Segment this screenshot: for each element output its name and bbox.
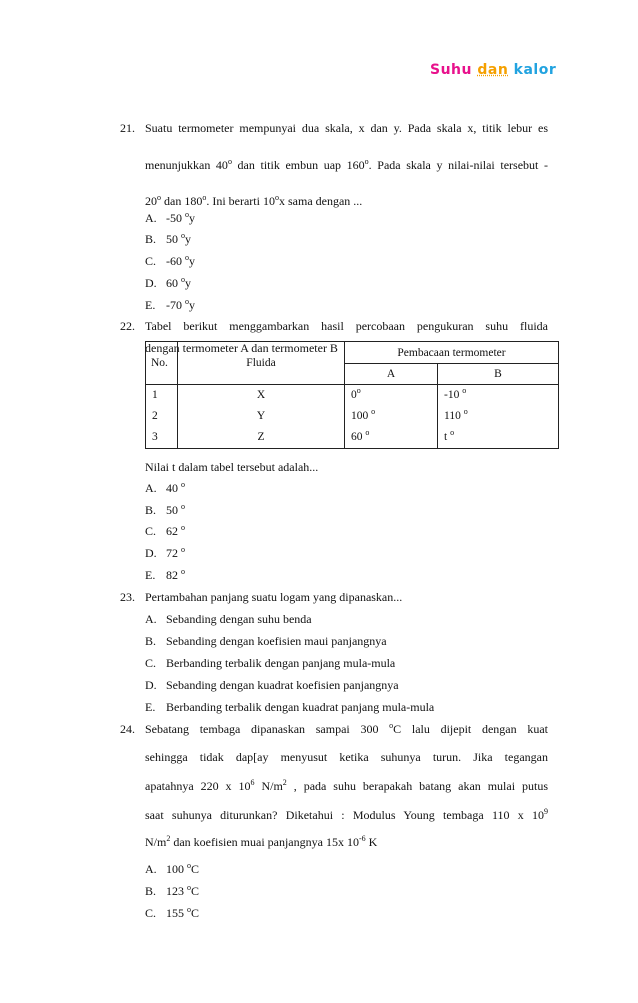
table-header-pembacaan: Pembacaan termometer (345, 342, 559, 364)
option-c[interactable]: C. 62 $^o$ (145, 523, 185, 538)
question-text-line: saat suhunya diturunkan? Diketahui : Modulus Young tembaga 110 x $10^9$ (145, 807, 548, 822)
table-header-b: B (438, 364, 559, 385)
option-a[interactable]: A. -50 $^o$y (145, 210, 195, 225)
option-c[interactable]: C. 155 $^o$C (145, 905, 200, 920)
option-b[interactable]: B. 50 $^o$ (145, 502, 185, 517)
question-text-line: Suatu termometer mempunyai dua skala, x dan y. Pada skala x, titik lebur es (145, 121, 548, 135)
question-text-line: $N/m^2$ dan koefisien muai panjangnya 15x $10^{-6}$ K (145, 834, 378, 849)
question-number: 21. (120, 121, 135, 135)
table-row (146, 427, 559, 449)
thermometer-table (145, 341, 559, 449)
page-header-title (430, 62, 556, 78)
option-a[interactable]: A. Sebanding dengan suhu benda (145, 612, 312, 626)
table-header-fluida: Fluida (178, 342, 345, 385)
table-row (146, 385, 559, 406)
question-text-line: apatahnya 220 x $10^6$ $N/m^2$ , pada suhu berapakah batang akan mulai putus (145, 778, 549, 793)
cell-no: 1 (146, 385, 178, 406)
header-word-suhu: Suhu (430, 62, 472, 78)
cell-fluida: Y (178, 406, 345, 427)
option-e[interactable]: E. -70 $^o$y (145, 297, 195, 312)
table-header-no: No. (146, 342, 178, 385)
option-d[interactable]: D. 72 $^o$ (145, 545, 185, 560)
question-text-line: dengan termometer A dan termometer B (145, 341, 338, 355)
cell-b: t $^o$ (438, 427, 559, 449)
question-text-line: Nilai t dalam tabel tersebut adalah... (145, 460, 319, 474)
question-text-line: Pertambahan panjang suatu logam yang dipanaskan... (145, 590, 403, 604)
question-text-line: Tabel berikut menggambarkan hasil percobaan pengukuran suhu fluida (145, 319, 548, 333)
option-d[interactable]: D. Sebanding dengan kuadrat koefisien panjangnya (145, 678, 399, 692)
cell-a: 0$^o$ (345, 385, 438, 406)
table-header-a: A (345, 364, 438, 385)
question-number: 22. (120, 319, 135, 333)
cell-fluida: X (178, 385, 345, 406)
option-b[interactable]: B. 123 $^o$C (145, 883, 200, 898)
table-row (146, 406, 559, 427)
option-e[interactable]: E. Berbanding terbalik dengan kuadrat panjang mula-mula (145, 700, 435, 714)
cell-b: -10 $^o$ (438, 385, 559, 406)
option-d[interactable]: D. 60 $^o$y (145, 275, 191, 290)
cell-fluida: Z (178, 427, 345, 449)
question-number: 24. (120, 722, 135, 736)
header-word-dan: dan (477, 62, 509, 78)
cell-b: 110 $^o$ (438, 406, 559, 427)
question-text-line: menunjukkan 40$^o$ dan titik embun uap 160$^o$. Pada skala y nilai-nilai tersebut - (145, 157, 548, 172)
question-number: 23. (120, 590, 135, 604)
option-a[interactable]: A. 40 $^o$ (145, 480, 185, 495)
option-a[interactable]: A. 100 $^o$C (145, 861, 200, 876)
cell-a: 100 $^o$ (345, 406, 438, 427)
option-e[interactable]: E. 82 $^o$ (145, 567, 185, 582)
question-text-line: 20$^o$ dan 180$^o$. Ini berarti 10$^o$x sama dengan ... (145, 193, 363, 208)
cell-a: 60 $^o$ (345, 427, 438, 449)
option-c[interactable]: C. Berbanding terbalik dengan panjang mula-mula (145, 656, 396, 670)
option-b[interactable]: B. Sebanding dengan koefisien maui panjangnya (145, 634, 387, 648)
header-word-kalor: kalor (513, 62, 557, 78)
question-text-line: sehingga tidak dap[ay menyusut ketika suhunya turun. Jika tegangan (145, 750, 548, 764)
option-b[interactable]: B. 50 $^o$y (145, 231, 191, 246)
cell-no: 2 (146, 406, 178, 427)
option-c[interactable]: C. -60 $^o$y (145, 253, 195, 268)
question-text-line: Sebatang tembaga dipanaskan sampai 300 $^o$C lalu dijepit dengan kuat (145, 721, 548, 736)
cell-no: 3 (146, 427, 178, 449)
